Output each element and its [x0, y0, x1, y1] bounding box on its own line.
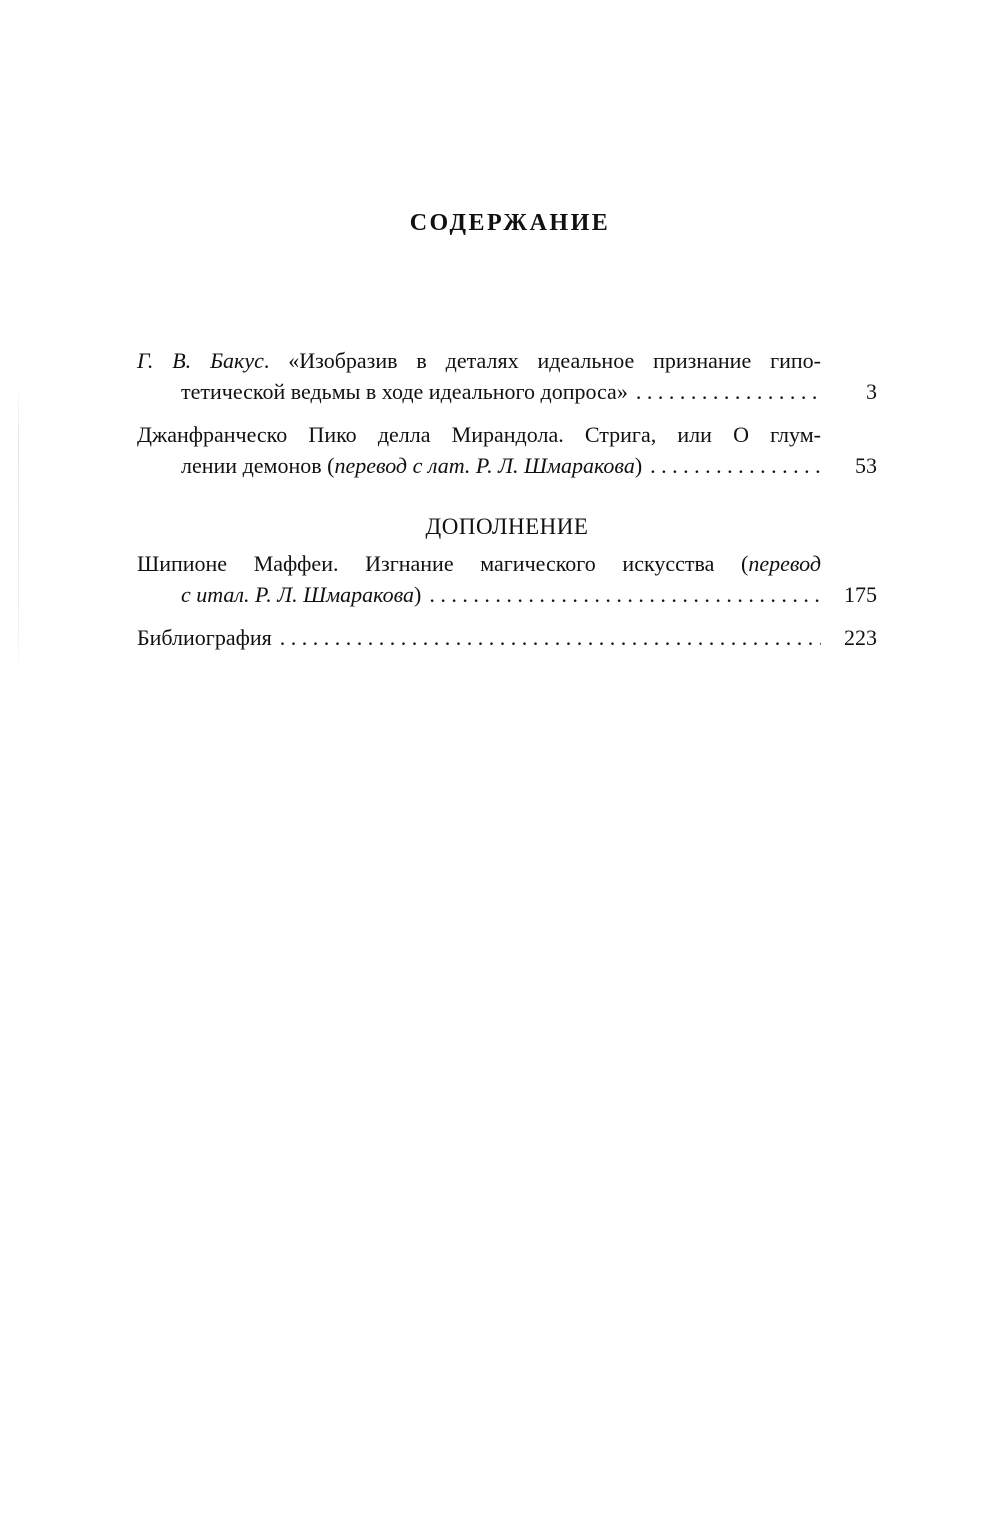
toc-page-number: 223 — [844, 625, 877, 650]
toc-entry-line — [137, 548, 821, 579]
table-of-contents — [137, 345, 877, 653]
toc-entry-translator: перевод с лат. Р. Л. Шмаракова — [334, 453, 635, 478]
section-heading-supplement: ДОПОЛНЕНИЕ — [425, 514, 589, 539]
toc-entry-translator: с итал. Р. Л. Шмаракова — [181, 582, 414, 607]
toc-entry-author-separator: . — [263, 348, 270, 373]
dot-leader — [280, 622, 821, 653]
toc-entry-bibliography[interactable] — [137, 622, 877, 653]
toc-entry-line: Джанфранческо Пико делла Мирандола. Стрига, или О глум- — [137, 422, 821, 447]
toc-entry-title-continued: тетической ведьмы в ходе идеального допроса» — [181, 379, 628, 404]
toc-entry-text: ) — [634, 453, 643, 478]
toc-entry-title: «Изобразив в деталях идеальное признание гипо- — [288, 348, 821, 373]
toc-entry-text: ) — [414, 582, 422, 607]
dot-leader — [650, 450, 821, 481]
toc-entry-maffei[interactable] — [137, 548, 877, 610]
toc-entry-line — [137, 579, 877, 610]
toc-entry-bakus[interactable] — [137, 345, 877, 407]
toc-entry-line — [137, 376, 877, 407]
toc-entry-line — [137, 450, 877, 481]
toc-page-number: 3 — [866, 379, 877, 404]
toc-entry-title-continued — [181, 579, 421, 610]
toc-entry-pico[interactable] — [137, 419, 877, 481]
dot-leader — [636, 376, 821, 407]
toc-entry-line — [137, 622, 877, 653]
toc-entry-translator: перевод — [748, 551, 821, 576]
toc-entry-line — [137, 345, 821, 376]
toc-entry-title: Библиография — [137, 625, 272, 650]
toc-page-number: 175 — [844, 582, 877, 607]
scan-edge-shadow — [18, 380, 19, 680]
page-title: СОДЕРЖАНИЕ — [409, 210, 611, 236]
dot-leader — [429, 579, 821, 610]
toc-entry-title-continued — [181, 450, 642, 481]
toc-page-number: 53 — [855, 453, 877, 478]
toc-entry-text: Шипионе Маффеи. Изгнание магического искусства ( — [137, 551, 749, 576]
toc-entry-author: Г. В. Бакус — [137, 348, 264, 373]
toc-entry-text: лении демонов ( — [181, 453, 335, 478]
